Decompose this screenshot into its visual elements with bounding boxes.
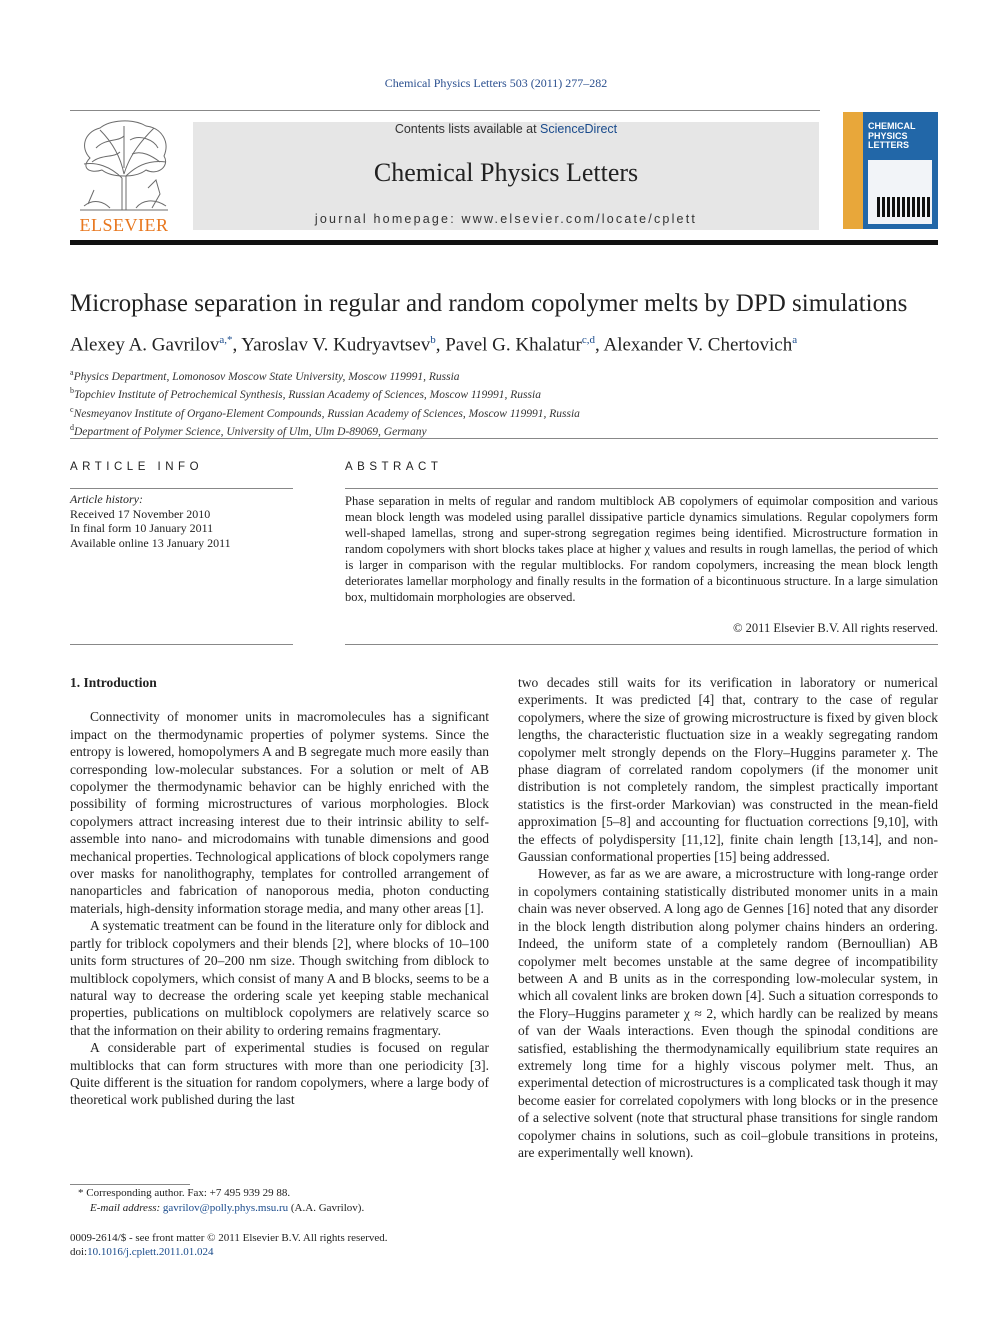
author-affiliation-mark[interactable]: a,* [219,334,233,346]
author-name: Alexey A. Gavrilov [70,334,220,356]
body-paragraph: Connectivity of monomer units in macromolecules has a significant impact on the thermodynamic properties of polymer systems. Since the entropy is lowered, homopolymers A and B segregate much more easily than corresponding low-molecular substances. For a solution or melt of AB copolymer the thermodynamic behavior can be highly enriched with the possibility of forming microstructures of various morphologies. Block copolymers attract increasing interest due to their intrinsic ability to self-assemble into nano- and microdomains with tunable dimensions and good mechanical properties. Technological applications of block copolymers range over masks for nanolithography, templates for controlled arrangement of nanoparticles and fabrication of nanoporous media, photon conducting materials, high-density information storage media, and many other areas [1]. [70,709,489,916]
body-paragraph: However, as far as we are aware, a microstructure with long-range order in copolymers containing statistically distributed monomer units in a main chain was never observed. A long ago de Gennes [16] noted that any disorder in the block length distribution along polymer chains hinders an ordering. Indeed, the uniform state of a completely random (Bernoullian) AB copolymer melt becomes unstable at the same degree of incompatibility between A and B units as in the corresponding low-molecular system, in which all covalent links are broken down [4]. Such a situation corresponds to the Flory–Huggins parameter χ ≈ 2, which hardly can be realized by means of van der Waals interactions. Even though the spinodal conditions are satisfied, establishing the thermodynamically equilibrium state requires an extremely long time for a highly viscous polymer melt. Thus, an experimental detection of microstructures is a complicated task though it may become easier for correlated copolymers with long blocks or in the presence of a selective solvent (note that structural phase transitions for single random copolymer chains in solutions, such as coil–globule transitions in proteins, are experimentally well known). [518,866,938,1160]
footnote [70,1186,489,1216]
affiliation-item [70,421,940,439]
affiliation-mark: a [70,368,74,377]
author-separator: , [595,334,604,356]
email-link[interactable]: gavrilov@polly.phys.msu.ru [162,1202,289,1214]
elsevier-wordmark: ELSEVIER [79,215,169,235]
body-column-right [518,674,938,1161]
author-affiliation-mark[interactable]: a [792,334,798,346]
author-name: Pavel G. Khalatur [445,334,582,356]
journal-banner [193,122,819,230]
email-suffix: (A.A. Gavrilov). [288,1202,365,1214]
affiliation-mark: b [70,386,74,396]
abstract-divider [345,488,938,489]
abstract-text: Phase separation in melts of regular and random multiblock AB copolymers of equimolar composition and various mean block length was modeled using parallel dissipative particle dynamics simulations. Regular copolymers form well-shaped lamellas, strong and super-strong segregation regimes being identified. Microstructure formation in random copolymers with short blocks takes place at higher χ values and results in rough lamellas, the period of which is larger in comparison with the regular multiblocks. For random copolymers, increasing the mean block length deteriorates lamellar morphology and finally results in the formation of a bicontinuous structure. In a large simulation box, multidomain morphologies are observed. [345,494,938,604]
cover-title [868,122,916,151]
body-paragraph: A considerable part of experimental studies is focused on regular multiblocks that can form structures with more than one periodicity [3]. Quite different is the situation for random copolymers, where a large body of theoretical work published during the last [70,1040,489,1108]
introduction-heading: 1. Introduction [70,675,157,690]
email-label: E-mail address: [90,1202,163,1214]
issn-line: 0009-2614/$ - see front matter © 2011 Elsevier B.V. All rights reserved. [70,1232,388,1244]
journal-homepage-link[interactable]: journal homepage: www.elsevier.com/locate/cplett [314,212,698,226]
author-affiliation-mark[interactable]: c,d [581,334,596,346]
author-name: Yaroslav V. Kudryavtsev [241,334,431,356]
section-divider [70,438,938,439]
article-info-divider [70,488,293,489]
history-online: Available online 13 January 2011 [70,535,231,550]
article-info-heading: ARTICLE INFO [70,461,204,473]
affiliation-text: Physics Department, Lomonosov Moscow State University, Moscow 119991, Russia [73,370,460,383]
cover-accent-strip [843,112,863,229]
author-affiliation-mark[interactable]: b [430,334,436,346]
affiliation-item [70,366,940,384]
history-revised: In final form 10 January 2011 [70,521,214,535]
body-paragraph: two decades still waits for its verification in laboratory or numerical experiments. It was predicted [4] that, contrary to the case of regular copolymers, where the size of growing microstructure is fixed by given block lengths, the characteristic fluctuation size in a weakly segregating random copolymer melt strongly depends on the Flory–Huggins parameter χ. The phase diagram of correlated random copolymers (if the monomer unit distribution is not completely random, the simplest practically important statistics is the first-order Markovian) was constructed in the mean-field approximation [5–8] and accounting for fluctuation corrections [9,10], with the effects of polydispersity [11,12], finite chain length [13,14], and non-Gaussian conformational properties [15] being addressed. [518,675,938,865]
corresponding-author-note: * Corresponding author. Fax: +7 495 939 29 88. [78,1187,291,1199]
cover-title-line: PHYSICS [868,130,908,141]
affiliation-text: Topchiev Institute of Petrochemical Synthesis, Russian Academy of Sciences, Moscow 119991, Russia [74,389,541,402]
doi-line [70,1245,489,1259]
affiliation-item [70,403,940,421]
article-info-bottom-divider [70,644,293,645]
article-title: Microphase separation in regular and random copolymer melts by DPD simulations [70,290,908,317]
publication-meta [70,1231,489,1259]
cover-title-line: CHEMICAL [868,121,916,131]
affiliation-text: Department of Polymer Science, University of Ulm, Ulm D-89069, Germany [74,425,427,438]
affiliation-text: Nesmeyanov Institute of Organo-Element Compounds, Russian Academy of Sciences, Moscow 119991, Russia [73,407,580,420]
author-name: Alexander V. Chertovich [603,334,793,356]
affiliation-mark: d [70,422,74,432]
cover-barcode-icon [877,195,932,219]
email-line [70,1201,489,1216]
affiliation-item [70,384,940,402]
footnote-divider [70,1184,190,1185]
journal-reference[interactable]: Chemical Physics Letters 503 (2011) 277–282 [384,76,608,90]
affiliation-list [70,366,940,439]
abstract-heading: ABSTRACT [345,461,443,473]
journal-title: Chemical Physics Letters [373,158,639,187]
header-thick-divider [70,240,938,245]
history-label: Article history: [70,492,143,506]
affiliation-mark: c [70,404,74,414]
contents-line [193,122,819,136]
abstract-copyright: © 2011 Elsevier B.V. All rights reserved. [733,621,938,635]
body-paragraph: A systematic treatment can be found in the literature only for diblock and partly for triblock copolymers and their blends [2], where blocks of 10–100 units form structures of 20–200 nm size. Though switching from diblock to multiblock copolymers, which consist of many A and B blocks, seems to be a natural way to decrease the ordering scale yet keeping stable mechanical properties, publications on multiblock copolymers are relatively scarce so that the information on their ability to ordering remains fragmentary. [70,918,489,1038]
author-separator: , [435,334,446,356]
doi-link[interactable]: 10.1016/j.cplett.2011.01.024 [87,1246,214,1258]
cover-title-line: LETTERS [868,140,910,150]
top-divider [70,110,820,111]
sciencedirect-link[interactable]: ScienceDirect [540,122,618,136]
contents-prefix: Contents lists available at [394,122,541,136]
author-list [70,334,940,356]
elsevier-logo [70,118,178,236]
article-history [70,492,293,550]
elsevier-tree-icon [70,118,178,212]
author-separator: , [232,334,242,356]
doi-label: doi: [70,1246,88,1258]
history-received: Received 17 November 2010 [70,506,211,521]
abstract-bottom-divider [345,644,938,645]
body-column-left [70,674,489,1109]
